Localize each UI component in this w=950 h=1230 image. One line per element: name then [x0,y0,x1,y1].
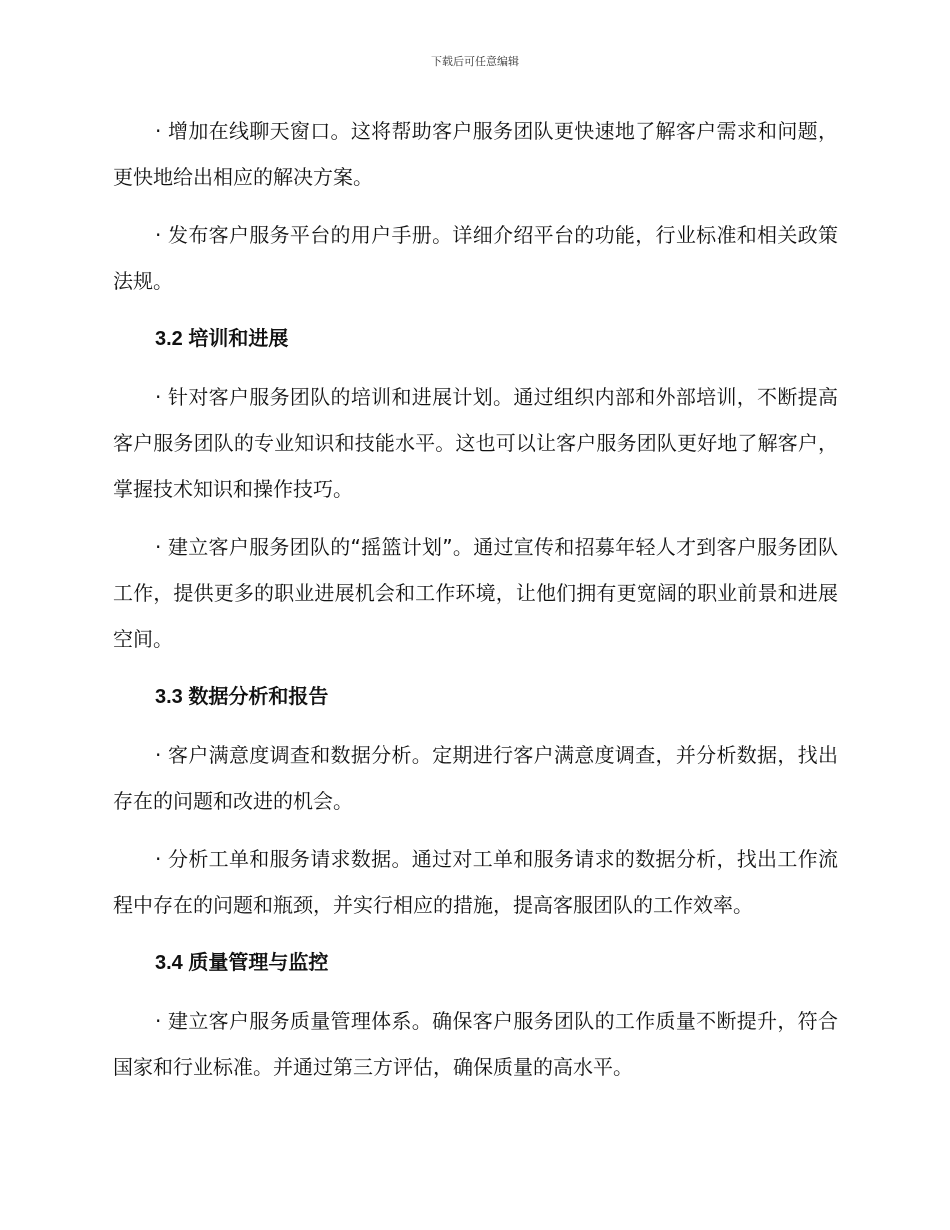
section-heading-3-4: 3.4 质量管理与监控 [155,952,329,974]
paragraph-satisfaction-survey: · 客户满意度调查和数据分析。定期进行客户满意度调查，并分析数据，找出存在的问题和改进的机会。 [113,743,838,813]
paragraph-user-manual: · 发布客户服务平台的用户手册。详细介绍平台的功能，行业标准和相关政策法规。 [113,223,838,293]
page-header: 下载后可任意编辑 [431,55,519,68]
section-heading-3-2: 3.2 培训和进展 [155,328,289,350]
paragraph-live-chat: · 增加在线聊天窗口。这将帮助客户服务团队更快速地了解客户需求和问题，更快地给出相应的解决方案。 [113,119,838,189]
paragraph-cradle-plan: · 建立客户服务团队的“摇篮计划”。通过宣传和招募年轻人才到客户服务团队工作，提供更多的职业进展机会和工作环境，让他们拥有更宽阔的职业前景和进展空间。 [113,535,838,651]
document-body [113,108,838,1102]
section-heading-3-3: 3.3 数据分析和报告 [155,686,329,708]
paragraph-quality-system: · 建立客户服务质量管理体系。确保客户服务团队的工作质量不断提升，符合国家和行业标准。并通过第三方评估，确保质量的高水平。 [113,1009,838,1079]
paragraph-training-plan: · 针对客户服务团队的培训和进展计划。通过组织内部和外部培训，不断提高客户服务团队的专业知识和技能水平。这也可以让客户服务团队更好地了解客户，掌握技术知识和操作技巧。 [113,385,838,501]
paragraph-ticket-analysis: · 分析工单和服务请求数据。通过对工单和服务请求的数据分析，找出工作流程中存在的问题和瓶颈，并实行相应的措施，提高客服团队的工作效率。 [113,847,838,917]
